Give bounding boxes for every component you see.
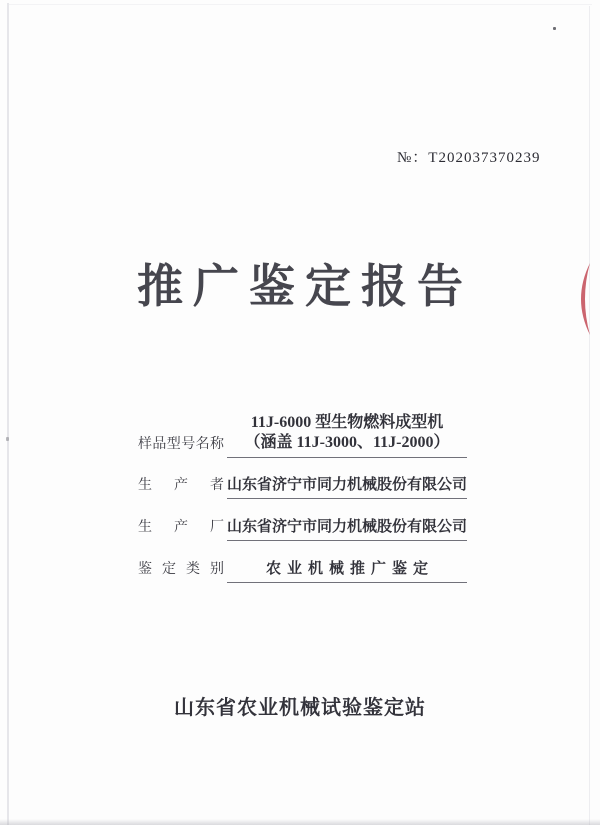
field-row-factory (138, 518, 467, 541)
sample-model-label: 样品型号名称 (138, 437, 224, 452)
report-title: 推广鉴定报告 (137, 261, 473, 312)
sample-model-value (227, 413, 467, 458)
field-row-producer (138, 476, 467, 499)
report-number: №：T202037370239 (397, 150, 541, 166)
appraisal-category-value: 农业机械推广鉴定 (227, 560, 467, 583)
sample-model-value-line1: 11J-6000 型生物燃料成型机 (250, 414, 444, 431)
factory-label: 生产厂 (138, 520, 224, 535)
field-row-sample-model (138, 413, 467, 458)
factory-value: 山东省济宁市同力机械股份有限公司 (227, 518, 467, 541)
producer-label: 生产者 (138, 478, 224, 493)
field-row-appraisal-category (138, 560, 467, 583)
issuing-organization: 山东省农业机械试验鉴定站 (174, 697, 426, 719)
sample-model-value-line2: （涵盖 11J-3000、11J-2000） (244, 434, 450, 451)
producer-value: 山东省济宁市同力机械股份有限公司 (227, 476, 467, 499)
appraisal-category-label: 鉴定类别 (138, 562, 224, 577)
